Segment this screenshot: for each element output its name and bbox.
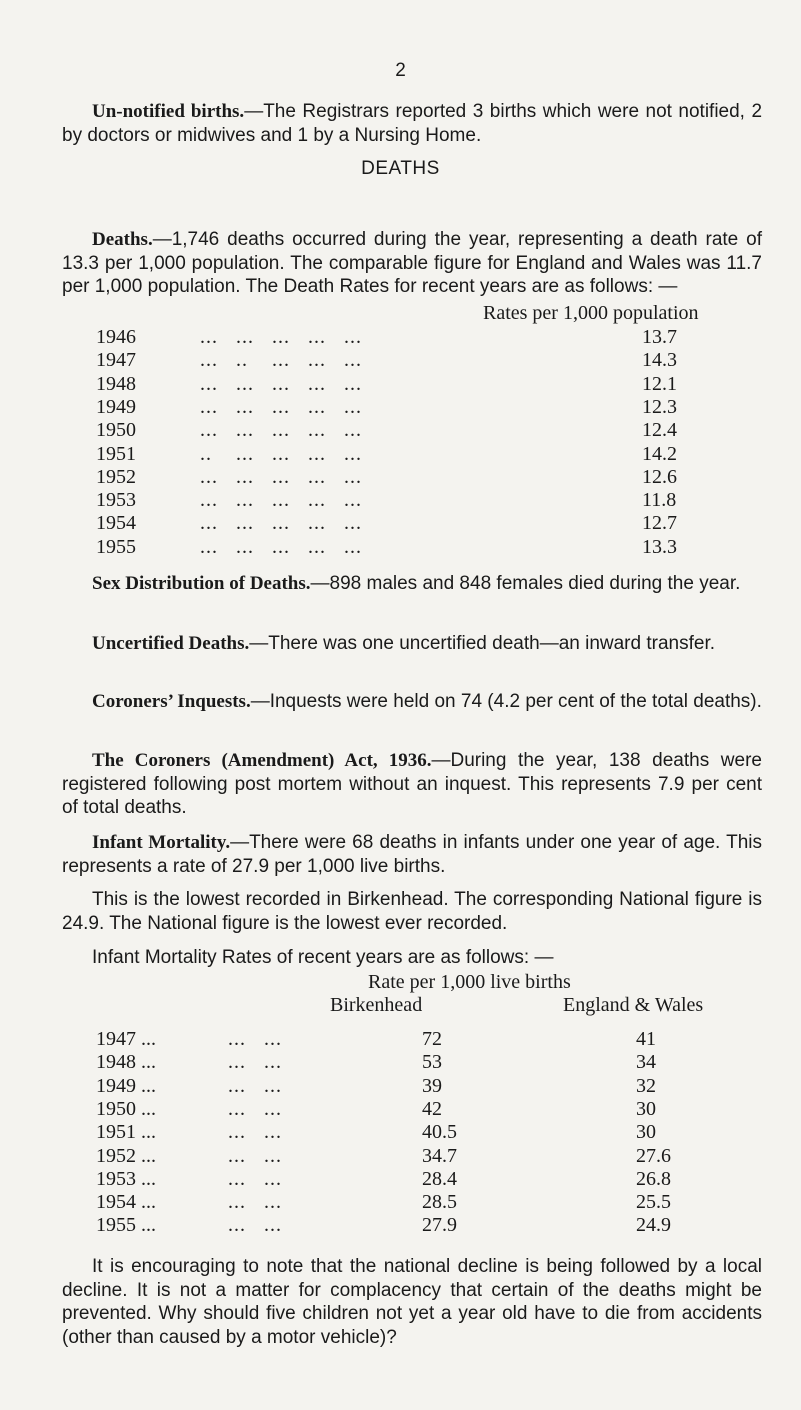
death-rate-value: 12.4 [642, 419, 677, 442]
death-rate-leader: ... ... ... ... ... [200, 512, 362, 535]
coroners-inquests-paragraph [62, 690, 762, 714]
england-wales-rate: 30 [636, 1121, 656, 1144]
england-wales-rate: 24.9 [636, 1214, 671, 1237]
death-rate-value: 13.3 [642, 535, 677, 558]
infant-mortality-paragraph [62, 831, 762, 878]
amendment-act-text: —During the year, 138 deaths were registered following post mortem without an inquest. This represents 7.9 per cent of total deaths. [62, 750, 762, 818]
infant-rate-row [0, 1214, 801, 1237]
death-rate-year: 1950 [96, 419, 136, 442]
death-rate-year: 1954 [96, 512, 136, 535]
england-wales-rate: 26.8 [636, 1167, 671, 1190]
infant-rate-year: 1951 ... [96, 1121, 156, 1144]
england-wales-column-header: England & Wales [563, 994, 704, 1016]
amendment-act-title: The Coroners (Amendment) Act, 1936. [92, 750, 432, 771]
birkenhead-rate: 40.5 [422, 1121, 457, 1144]
death-rate-value: 12.7 [642, 512, 677, 535]
england-wales-rate: 30 [636, 1097, 656, 1120]
birkenhead-rate: 28.4 [422, 1167, 457, 1190]
death-rate-value: 14.2 [642, 442, 677, 465]
birkenhead-rate: 34.7 [422, 1144, 457, 1167]
death-rate-leader: ... ... ... ... ... [200, 326, 362, 348]
deaths-text: —1,746 deaths occurred during the year, representing a death rate of 13.3 per 1,000 population. The comparable figure for England and Wales was 11.7 per 1,000 population. The Death Rates for recent years are as follows: — [62, 229, 762, 297]
unnotified-births-paragraph [62, 100, 762, 147]
infant-rate-leader: ... ... [228, 1167, 282, 1190]
infant-rate-year: 1955 ... [96, 1214, 156, 1237]
deaths-title: Deaths. [92, 229, 153, 250]
coroners-inquests-title: Coroners’ Inquests. [92, 691, 251, 712]
death-rate-row [0, 326, 801, 349]
death-rate-year: 1955 [96, 535, 136, 558]
infant-rates-intro-paragraph [62, 946, 762, 970]
infant-rate-leader: ... ... [228, 1028, 282, 1050]
uncertified-deaths-paragraph [62, 632, 762, 656]
death-rate-value: 14.3 [642, 349, 677, 372]
birkenhead-rate: 27.9 [422, 1214, 457, 1237]
death-rate-row [0, 419, 801, 442]
death-rate-year: 1952 [96, 465, 136, 488]
birkenhead-rate: 42 [422, 1097, 442, 1120]
infant-rate-row [0, 1028, 801, 1051]
closing-text: It is encouraging to note that the national decline is being followed by a local decline. It is not a matter for complacency that certain of the deaths might be prevented. Why should five children not yet a year old have to die from accidents (other than caused by a motor vehicle)? [62, 1256, 762, 1348]
infant-rates-intro-text: Infant Mortality Rates of recent years are as follows: — [92, 947, 554, 968]
death-rate-year: 1946 [96, 326, 136, 348]
closing-paragraph [62, 1255, 762, 1349]
death-rate-leader: ... .. ... ... ... [200, 349, 362, 372]
death-rate-value: 12.6 [642, 465, 677, 488]
infant-rate-leader: ... ... [228, 1144, 282, 1167]
death-rate-leader: ... ... ... ... ... [200, 372, 362, 395]
death-rate-row [0, 373, 801, 396]
infant-rates-caption: Rate per 1,000 live births [368, 971, 571, 993]
unnotified-births-title: Un-notified births. [92, 101, 245, 122]
death-rate-value: 11.8 [642, 489, 677, 512]
england-wales-rate: 25.5 [636, 1191, 671, 1214]
infant-rate-year: 1954 ... [96, 1191, 156, 1214]
death-rate-leader: ... ... ... ... ... [200, 419, 362, 442]
infant-rate-year: 1953 ... [96, 1167, 156, 1190]
amendment-act-paragraph [62, 749, 762, 820]
infant-rate-year: 1948 ... [96, 1051, 156, 1074]
death-rate-value: 13.7 [642, 326, 677, 348]
death-rate-row [0, 443, 801, 466]
england-wales-rate: 41 [636, 1028, 656, 1050]
infant-rate-row [0, 1145, 801, 1168]
infant-rate-leader: ... ... [228, 1121, 282, 1144]
birkenhead-rate: 53 [422, 1051, 442, 1074]
infant-rate-year: 1952 ... [96, 1144, 156, 1167]
england-wales-rate: 34 [636, 1051, 656, 1074]
infant-rate-leader: ... ... [228, 1191, 282, 1214]
infant-rate-row [0, 1051, 801, 1074]
sex-distribution-title: Sex Distribution of Deaths. [92, 573, 311, 594]
infant-rate-leader: ... ... [228, 1051, 282, 1074]
death-rate-leader: ... ... ... ... ... [200, 465, 362, 488]
infant-rate-year: 1947 ... [96, 1028, 156, 1050]
death-rate-leader: ... ... ... ... ... [200, 395, 362, 418]
deaths-heading: DEATHS [361, 158, 440, 179]
infant-mortality-title: Infant Mortality. [92, 832, 231, 853]
death-rate-row [0, 396, 801, 419]
death-rate-value: 12.1 [642, 372, 677, 395]
infant-rate-row [0, 1075, 801, 1098]
infant-rate-leader: ... ... [228, 1214, 282, 1237]
birkenhead-column-header: Birkenhead [330, 994, 423, 1016]
infant-rate-row [0, 1121, 801, 1144]
death-rate-leader: ... ... ... ... ... [200, 489, 362, 512]
infant-rate-leader: ... ... [228, 1097, 282, 1120]
infant-rate-row [0, 1191, 801, 1214]
death-rate-row [0, 466, 801, 489]
lowest-recorded-text: This is the lowest recorded in Birkenhead. The corresponding National figure is 24.9. The National figure is the lowest ever recorded. [62, 889, 762, 934]
death-rate-row [0, 536, 801, 559]
death-rate-year: 1951 [96, 442, 136, 465]
infant-mortality-text: —There were 68 deaths in infants under one year of age. This represents a rate of 27.9 per 1,000 live births. [62, 832, 762, 877]
page-number: 2 [395, 60, 406, 81]
death-rate-row [0, 489, 801, 512]
sex-distribution-text: —898 males and 848 females died during the year. [310, 573, 741, 594]
sex-distribution-paragraph [62, 572, 762, 596]
infant-rate-leader: ... ... [228, 1074, 282, 1097]
death-rate-row [0, 512, 801, 535]
birkenhead-rate: 39 [422, 1074, 442, 1097]
death-rate-value: 12.3 [642, 395, 677, 418]
england-wales-rate: 32 [636, 1074, 656, 1097]
infant-rate-row [0, 1098, 801, 1121]
coroners-inquests-text: —Inquests were held on 74 (4.2 per cent of the total deaths). [250, 691, 762, 712]
death-rate-row [0, 349, 801, 372]
birkenhead-rate: 72 [422, 1028, 442, 1050]
infant-rate-year: 1949 ... [96, 1074, 156, 1097]
death-rate-year: 1947 [96, 349, 136, 372]
england-wales-rate: 27.6 [636, 1144, 671, 1167]
lowest-recorded-paragraph [62, 888, 762, 935]
death-rate-leader: ... ... ... ... ... [200, 535, 362, 558]
deaths-paragraph [62, 228, 762, 299]
death-rates-caption: Rates per 1,000 population [483, 302, 699, 324]
uncertified-deaths-text: —There was one uncertified death—an inward transfer. [249, 633, 716, 654]
infant-rate-row [0, 1168, 801, 1191]
death-rate-year: 1953 [96, 489, 136, 512]
infant-rate-year: 1950 ... [96, 1097, 156, 1120]
death-rate-leader: .. ... ... ... ... [200, 442, 362, 465]
birkenhead-rate: 28.5 [422, 1191, 457, 1214]
uncertified-deaths-title: Uncertified Deaths. [92, 633, 250, 654]
death-rate-year: 1949 [96, 395, 136, 418]
unnotified-births-text: —The Registrars reported 3 births which were not notified, 2 by doctors or midwives and 1 by a Nursing Home. [62, 101, 763, 146]
death-rate-year: 1948 [96, 372, 136, 395]
